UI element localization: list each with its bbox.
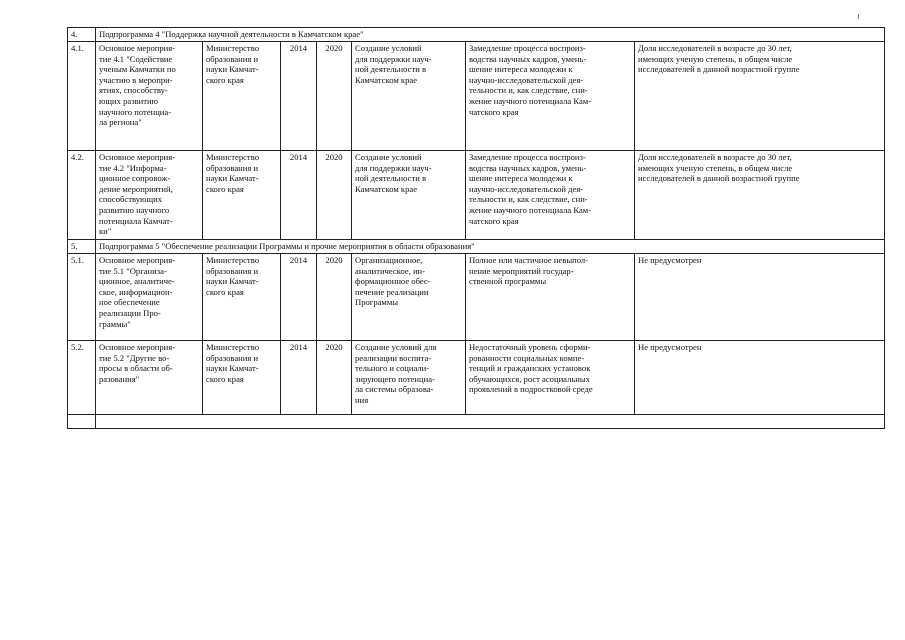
responsible-executor: Министерство образования и науки Камчат- ского края bbox=[203, 254, 281, 341]
row-number: 4.1. bbox=[68, 42, 96, 151]
expected-result: Создание условий для поддержки науч- ной деятельности в Камчатском крае bbox=[352, 151, 466, 240]
row-number: 4.2. bbox=[68, 151, 96, 240]
activity-name: Основное мероприя- тие 4.1 "Содействие ученым Камчатки по участию в меропри- ятиях, способству- ющих развитию научного потенциа- ла региона" bbox=[96, 42, 203, 151]
section-title: Подпрограмма 5 "Обеспечение реализации Программы и прочие мероприятия в области образования" bbox=[96, 240, 885, 254]
section-title: Подпрограмма 4 "Поддержка научной деятельности в Камчатском крае" bbox=[96, 28, 885, 42]
activity-name: Основное мероприя- тие 5.2 "Другие во- просы в области об- разования" bbox=[96, 341, 203, 415]
scan-mark bbox=[858, 14, 859, 19]
responsible-executor: Министерство образования и науки Камчат- ского края bbox=[203, 151, 281, 240]
empty-row bbox=[68, 415, 885, 429]
end-year: 2020 bbox=[317, 151, 352, 240]
empty-cell bbox=[68, 415, 96, 429]
table-row bbox=[68, 151, 885, 240]
start-year: 2014 bbox=[281, 42, 317, 151]
expected-result: Создание условий для реализации воспита- тельного и социали- зирующего потенциа- ла системы образова- ния bbox=[352, 341, 466, 415]
expected-result: Организационное, аналитическое, ин- формационное обес- печение реализации Программы bbox=[352, 254, 466, 341]
non-implementation-consequence: Замедление процесса воспроиз- водства научных кадров, умень- шение интереса молодежи к научно-исследовательской дея- тельности и, как следствие, сни- жение научного потенциала Кам- чатского края bbox=[466, 42, 635, 151]
non-implementation-consequence: Недостаточный уровень сформи- рованности социальных компе- тенций и гражданских установок обучающихся, рост асоциальных проявлений в подростковой среде bbox=[466, 341, 635, 415]
related-indicator: Не предусмотрен bbox=[635, 254, 885, 341]
non-implementation-consequence: Замедление процесса воспроиз- водства научных кадров, умень- шение интереса молодежи к научно-исследовательской дея- тельности и, как следствие, сни- жение научного потенциала Кам- чатского края bbox=[466, 151, 635, 240]
row-number: 5.1. bbox=[68, 254, 96, 341]
responsible-executor: Министерство образования и науки Камчат- ского края bbox=[203, 341, 281, 415]
non-implementation-consequence: Полное или частичное невыпол- нение мероприятий государ- ственной программы bbox=[466, 254, 635, 341]
table-row bbox=[68, 254, 885, 341]
section-row bbox=[68, 240, 885, 254]
section-row bbox=[68, 28, 885, 42]
start-year: 2014 bbox=[281, 254, 317, 341]
row-number: 5. bbox=[68, 240, 96, 254]
end-year: 2020 bbox=[317, 42, 352, 151]
end-year: 2020 bbox=[317, 341, 352, 415]
responsible-executor: Министерство образования и науки Камчат- ского края bbox=[203, 42, 281, 151]
end-year: 2020 bbox=[317, 254, 352, 341]
related-indicator: Не предусмотрен bbox=[635, 341, 885, 415]
row-number: 5.2. bbox=[68, 341, 96, 415]
table-row bbox=[68, 341, 885, 415]
start-year: 2014 bbox=[281, 151, 317, 240]
related-indicator: Доля исследователей в возрасте до 30 лет, имеющих ученую степень, в общем числе исследователей в данной возрастной группе bbox=[635, 151, 885, 240]
related-indicator: Доля исследователей в возрасте до 30 лет, имеющих ученую степень, в общем числе исследователей в данной возрастной группе bbox=[635, 42, 885, 151]
activity-name: Основное мероприя- тие 4.2 "Информа- ционное сопровож- дение мероприятий, способствующих развитию научного потенциала Камчат- ки" bbox=[96, 151, 203, 240]
empty-cell bbox=[96, 415, 885, 429]
row-number: 4. bbox=[68, 28, 96, 42]
table-row bbox=[68, 42, 885, 151]
start-year: 2014 bbox=[281, 341, 317, 415]
program-table bbox=[67, 27, 885, 429]
expected-result: Создание условий для поддержки науч- ной деятельности в Камчатском крае bbox=[352, 42, 466, 151]
activity-name: Основное мероприя- тие 5.1 "Организа- ционное, аналитиче- ское, информацион- ное обеспечение реализации Про- граммы" bbox=[96, 254, 203, 341]
